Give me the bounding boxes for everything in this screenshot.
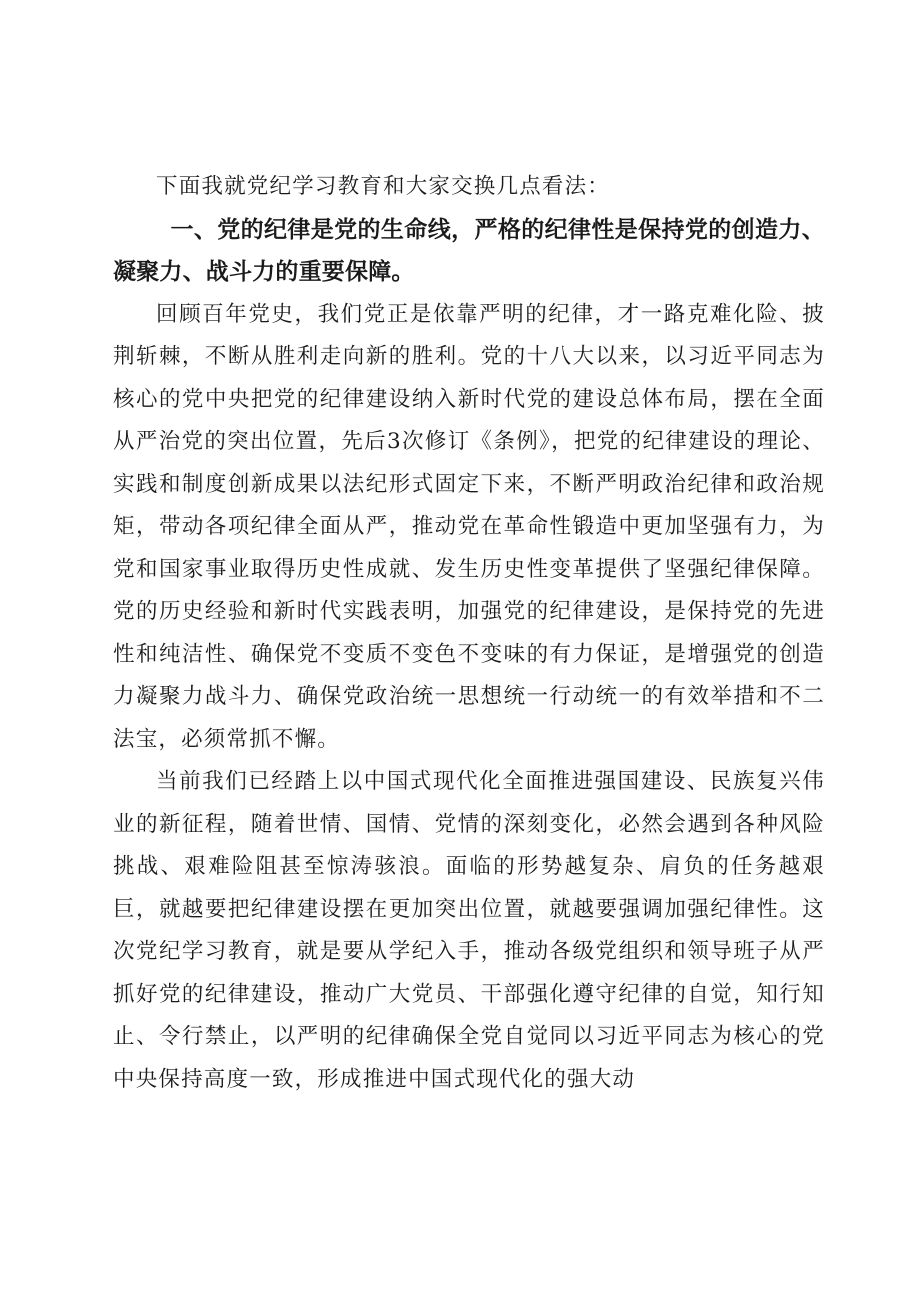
section-heading: 一、党的纪律是党的生命线，严格的纪律性是保持党的创造力、凝聚力、战斗力的重要保障。 (113, 216, 825, 285)
body-paragraph-1: 回顾百年党史，我们党正是依靠严明的纪律，才一路克难化险、披荆斩棘，不断从胜利走向新的胜利。党的十八大以来，以习近平同志为核心的党中央把党的纪律建设纳入新时代党的建设总体布局，摆在全面从严治党的突出位置，先后3次修订《条例》，把党的纪律建设的理论、实践和制度创新成果以法纪形式固定下来，不断严明政治纪律和政治规矩，带动各项纪律全面从严，推动党在革命性锻造中更加坚强有力，为党和国家事业取得历史性成就、发生历史性变革提供了坚强纪律保障。党的历史经验和新时代实践表明，加强党的纪律建设，是保持党的先进性和纯洁性、确保党不变质不变色不变味的有力保证，是增强党的创造力凝聚力战斗力、确保党政治统一思想统一行动统一的有效举措和不二法宝，必须常抓不懈。 (113, 301, 825, 752)
document-body (113, 166, 825, 1101)
body-paragraph-2: 当前我们已经踏上以中国式现代化全面推进强国建设、民族复兴伟业的新征程，随着世情、国情、党情的深刻变化，必然会遇到各种风险挑战、艰难险阻甚至惊涛骇浪。面临的形势越复杂、肩负的任务越艰巨，就越要把纪律建设摆在更加突出位置，就越要强调加强纪律性。这次党纪学习教育，就是要从学纪入手，推动各级党组织和领导班子从严抓好党的纪律建设，推动广大党员、干部强化遵守纪律的自觉，知行知止、令行禁止，以严明的纪律确保全党自觉同以习近平同志为核心的党中央保持高度一致，形成推进中国式现代化的强大动 (113, 769, 825, 1092)
intro-paragraph: 下面我就党纪学习教育和大家交换几点看法： (156, 174, 611, 199)
